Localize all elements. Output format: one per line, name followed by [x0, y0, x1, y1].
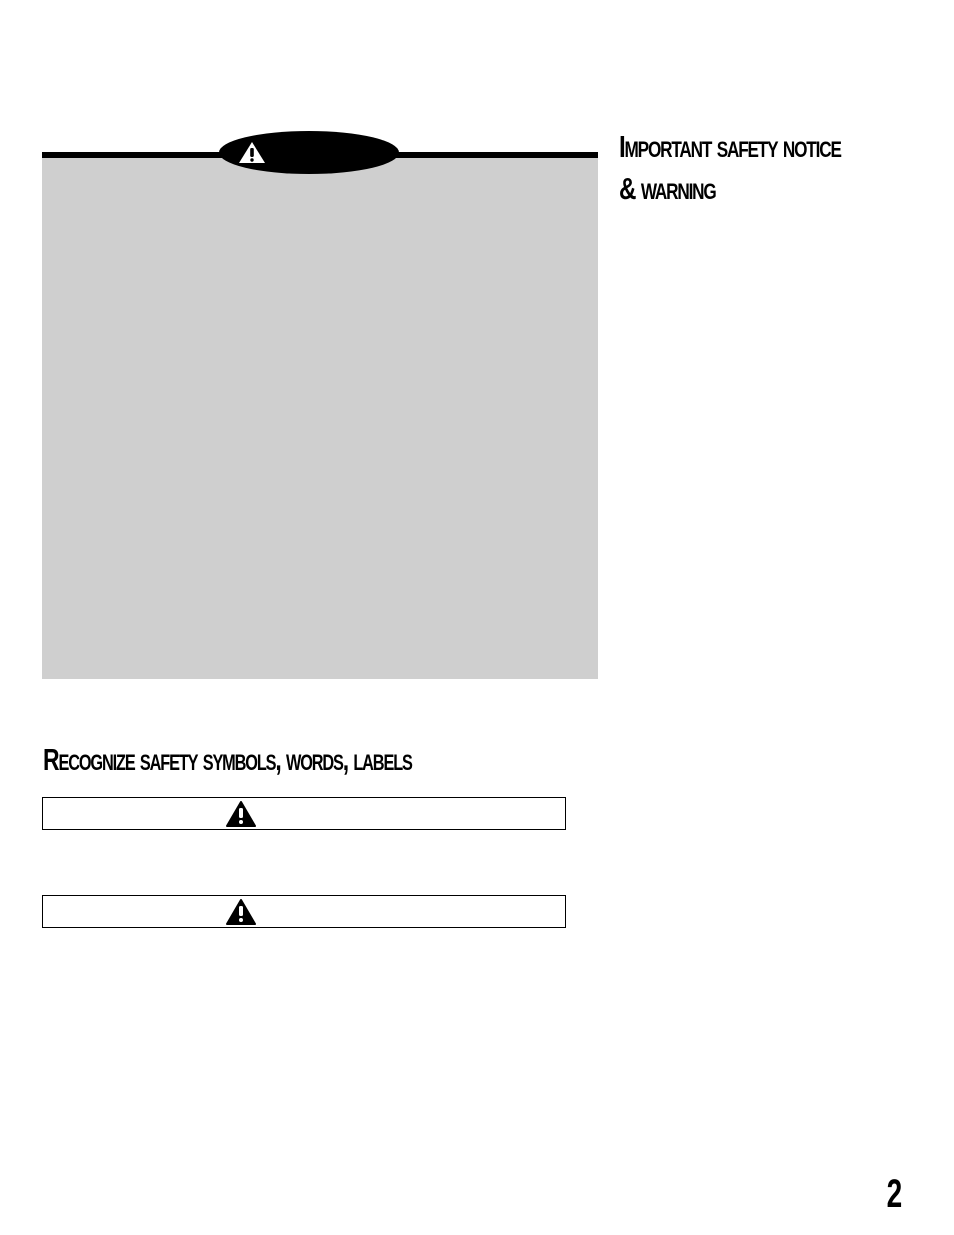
- warning-panel: [42, 153, 598, 679]
- notice-title-line2: & warning: [619, 171, 716, 206]
- warning-triangle-icon: [225, 898, 257, 931]
- notice-title-line1: Important safety notice: [619, 129, 841, 164]
- signal-word-box-2: [42, 895, 566, 928]
- recognize-section-heading: Recognize safety symbols, words, labels: [43, 742, 412, 777]
- signal-word-box-1: [42, 797, 566, 830]
- notice-title: [619, 126, 853, 210]
- page-number: 2: [886, 1172, 902, 1216]
- warning-panel-oval: [219, 131, 399, 174]
- warning-triangle-icon: [237, 140, 267, 170]
- warning-triangle-icon: [225, 800, 257, 833]
